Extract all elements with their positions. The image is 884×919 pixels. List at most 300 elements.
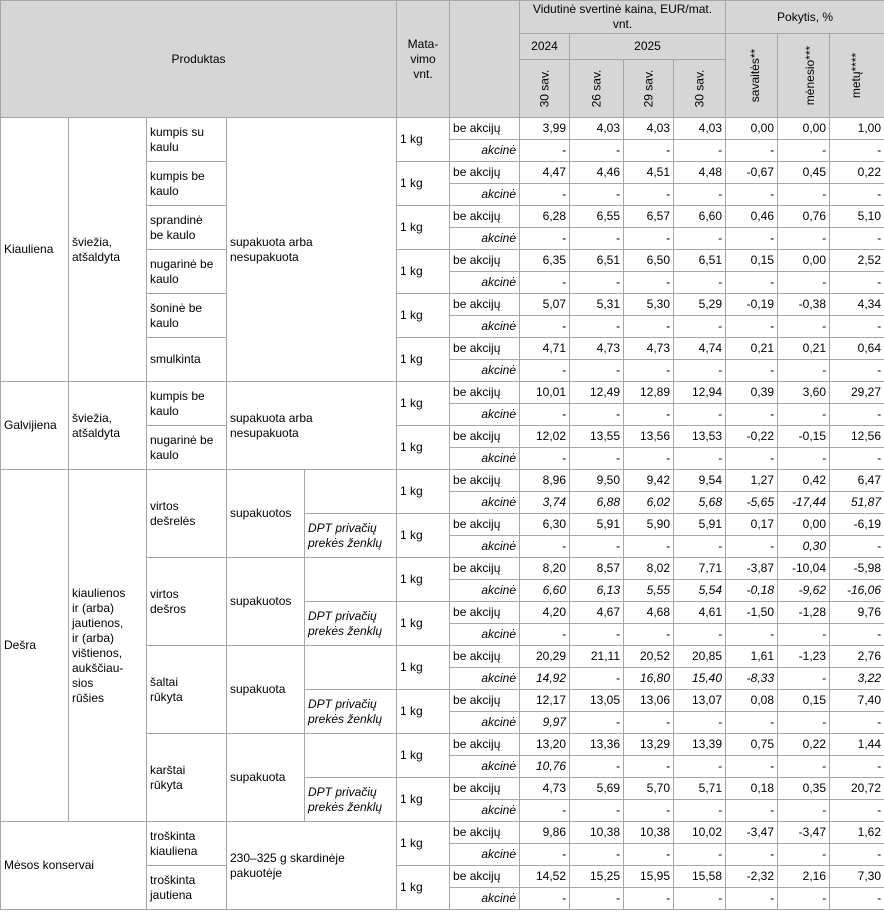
product-name: virtos dešrelės (147, 470, 227, 558)
header-savaites: savaitės** (726, 34, 778, 118)
price-value: 5,91 (570, 514, 624, 536)
header-matavimo-vnt: Mata- vimo vnt. (397, 1, 450, 118)
price-value: 14,52 (520, 866, 570, 888)
unit-cell: 1 kg (397, 514, 450, 558)
product-name: šoninė be kaulo (147, 294, 227, 338)
price-value: 5,31 (570, 294, 624, 316)
price-value: 5,71 (674, 778, 726, 800)
price-type-be-akciju: be akcijų (450, 426, 520, 448)
price-value: 13,56 (624, 426, 674, 448)
unit-cell: 1 kg (397, 690, 450, 734)
price-value: - (674, 316, 726, 338)
price-value: 6,88 (570, 492, 624, 514)
price-type-akcine: akcinė (450, 316, 520, 338)
header-week-2025-29: 29 sav. (624, 60, 674, 118)
change-value: -0,38 (778, 294, 830, 316)
price-type-akcine: akcinė (450, 448, 520, 470)
price-value: - (570, 140, 624, 162)
price-value: - (674, 800, 726, 822)
unit-cell: 1 kg (397, 558, 450, 602)
price-value: 8,20 (520, 558, 570, 580)
price-value: - (570, 360, 624, 382)
price-value: 4,03 (624, 118, 674, 140)
price-value: 4,61 (674, 602, 726, 624)
change-value: - (778, 316, 830, 338)
price-value: - (520, 536, 570, 558)
price-value: - (624, 800, 674, 822)
price-value: 6,60 (520, 580, 570, 602)
price-value: 5,29 (674, 294, 726, 316)
price-value: 4,68 (624, 602, 674, 624)
price-value: - (520, 360, 570, 382)
change-value: - (778, 448, 830, 470)
change-value: -3,47 (726, 822, 778, 844)
price-type-akcine: akcinė (450, 272, 520, 294)
change-value: 0,00 (778, 250, 830, 272)
price-value: - (624, 272, 674, 294)
price-type-akcine: akcinė (450, 888, 520, 910)
price-value: 12,17 (520, 690, 570, 712)
price-value: 12,02 (520, 426, 570, 448)
price-value: 5,68 (674, 492, 726, 514)
price-value: 4,03 (570, 118, 624, 140)
price-value: 6,55 (570, 206, 624, 228)
pack-label: supakuota arba nesupakuota (227, 118, 397, 382)
price-value: - (674, 184, 726, 206)
change-value: - (726, 888, 778, 910)
change-value: 0,08 (726, 690, 778, 712)
change-value: - (778, 712, 830, 734)
price-value: 10,38 (624, 822, 674, 844)
price-value: 3,74 (520, 492, 570, 514)
price-value: - (674, 448, 726, 470)
change-value: -9,62 (778, 580, 830, 602)
price-value: 6,28 (520, 206, 570, 228)
change-value: - (726, 316, 778, 338)
price-value: - (624, 712, 674, 734)
price-value: 15,25 (570, 866, 624, 888)
price-value: - (570, 272, 624, 294)
change-value: 0,22 (778, 734, 830, 756)
price-value: - (674, 844, 726, 866)
pack-label: supakuota (227, 734, 305, 822)
change-value: -0,19 (726, 294, 778, 316)
price-value: - (520, 316, 570, 338)
price-value: - (570, 888, 624, 910)
change-value: -8,33 (726, 668, 778, 690)
pack-label: 230–325 g skardinėje pakuotėje (227, 822, 397, 910)
price-value: - (520, 228, 570, 250)
change-value: 0,75 (726, 734, 778, 756)
change-value: - (830, 844, 884, 866)
change-value: 0,45 (778, 162, 830, 184)
change-value: 3,22 (830, 668, 884, 690)
product-name: troškinta jautiena (147, 866, 227, 910)
change-value: 0,39 (726, 382, 778, 404)
change-value: 1,44 (830, 734, 884, 756)
unit-cell: 1 kg (397, 470, 450, 514)
change-value: 1,62 (830, 822, 884, 844)
price-value: 15,58 (674, 866, 726, 888)
change-value: - (726, 844, 778, 866)
change-value: 0,30 (778, 536, 830, 558)
group-desra: Dešra (1, 470, 69, 822)
header-week-2025-30: 30 sav. (674, 60, 726, 118)
price-value: 13,36 (570, 734, 624, 756)
price-value: - (624, 844, 674, 866)
change-value: - (830, 888, 884, 910)
price-value: 5,91 (674, 514, 726, 536)
product-name: šaltai rūkyta (147, 646, 227, 734)
product-name: sprandinė be kaulo (147, 206, 227, 250)
sub-sviezia: šviežia, atšaldyta (69, 382, 147, 470)
change-value: 0,46 (726, 206, 778, 228)
change-value: 29,27 (830, 382, 884, 404)
price-value: 12,49 (570, 382, 624, 404)
dpt-empty (305, 734, 397, 778)
table-row (1, 822, 884, 844)
change-value: - (726, 712, 778, 734)
unit-cell: 1 kg (397, 294, 450, 338)
unit-cell: 1 kg (397, 338, 450, 382)
change-value: - (778, 184, 830, 206)
price-value: 13,53 (674, 426, 726, 448)
change-value: 2,52 (830, 250, 884, 272)
product-name: nugarinė be kaulo (147, 426, 227, 470)
price-type-akcine: akcinė (450, 668, 520, 690)
price-value: - (520, 888, 570, 910)
price-value: - (674, 140, 726, 162)
price-value: 7,71 (674, 558, 726, 580)
change-value: - (830, 404, 884, 426)
price-value: - (520, 140, 570, 162)
price-value: 15,40 (674, 668, 726, 690)
price-type-be-akciju: be akcijų (450, 646, 520, 668)
table-row (1, 470, 884, 492)
price-value: 8,57 (570, 558, 624, 580)
header-week-2024-30: 30 sav. (520, 60, 570, 118)
price-value: - (570, 228, 624, 250)
price-value: 5,30 (624, 294, 674, 316)
change-value: - (830, 140, 884, 162)
dpt-empty (305, 646, 397, 690)
price-type-akcine: akcinė (450, 184, 520, 206)
price-value: 6,35 (520, 250, 570, 272)
dpt-empty (305, 470, 397, 514)
price-value: - (570, 184, 624, 206)
unit-cell: 1 kg (397, 118, 450, 162)
unit-cell: 1 kg (397, 250, 450, 294)
price-value: 4,74 (674, 338, 726, 360)
price-value: - (520, 844, 570, 866)
price-type-be-akciju: be akcijų (450, 734, 520, 756)
price-value: 20,85 (674, 646, 726, 668)
price-value: 8,02 (624, 558, 674, 580)
price-type-be-akciju: be akcijų (450, 294, 520, 316)
price-value: 10,01 (520, 382, 570, 404)
price-value: 13,29 (624, 734, 674, 756)
price-type-be-akciju: be akcijų (450, 822, 520, 844)
change-value: 0,18 (726, 778, 778, 800)
change-value: -0,67 (726, 162, 778, 184)
price-value: 9,50 (570, 470, 624, 492)
pack-label: supakuotos (227, 558, 305, 646)
change-value: - (726, 448, 778, 470)
price-value: - (624, 536, 674, 558)
change-value: -1,28 (778, 602, 830, 624)
price-value: 5,55 (624, 580, 674, 602)
price-value: 5,70 (624, 778, 674, 800)
change-value: - (830, 756, 884, 778)
change-value: -16,06 (830, 580, 884, 602)
price-value: 4,51 (624, 162, 674, 184)
change-value: - (726, 360, 778, 382)
change-value: -10,04 (778, 558, 830, 580)
header-menesio: mėnesio*** (778, 34, 830, 118)
price-value: - (674, 404, 726, 426)
price-type-akcine: akcinė (450, 712, 520, 734)
price-value: 12,89 (624, 382, 674, 404)
change-value: -5,98 (830, 558, 884, 580)
price-value: 13,39 (674, 734, 726, 756)
price-value: 21,11 (570, 646, 624, 668)
header-week-2025-26: 26 sav. (570, 60, 624, 118)
price-type-akcine: akcinė (450, 580, 520, 602)
change-value: - (778, 756, 830, 778)
change-value: - (778, 140, 830, 162)
price-value: - (674, 272, 726, 294)
table-row (1, 118, 884, 140)
change-value: - (726, 756, 778, 778)
price-value: 4,71 (520, 338, 570, 360)
price-value: 13,55 (570, 426, 624, 448)
change-value: - (830, 800, 884, 822)
price-value: - (674, 888, 726, 910)
price-value: 5,69 (570, 778, 624, 800)
change-value: - (726, 228, 778, 250)
change-value: 0,42 (778, 470, 830, 492)
change-value: 0,00 (778, 514, 830, 536)
price-type-be-akciju: be akcijų (450, 470, 520, 492)
change-value: 20,72 (830, 778, 884, 800)
price-value: 4,47 (520, 162, 570, 184)
price-type-be-akciju: be akcijų (450, 162, 520, 184)
unit-cell: 1 kg (397, 602, 450, 646)
product-name: smulkinta (147, 338, 227, 382)
price-value: 6,60 (674, 206, 726, 228)
change-value: - (830, 316, 884, 338)
price-type-akcine: akcinė (450, 844, 520, 866)
price-value: - (570, 668, 624, 690)
price-value: - (570, 316, 624, 338)
price-value: - (624, 316, 674, 338)
change-value: - (726, 184, 778, 206)
change-value: 0,00 (726, 118, 778, 140)
price-value: 6,51 (570, 250, 624, 272)
change-value: 1,00 (830, 118, 884, 140)
price-value: 13,07 (674, 690, 726, 712)
change-value: 0,15 (778, 690, 830, 712)
price-value: 13,20 (520, 734, 570, 756)
change-value: -3,87 (726, 558, 778, 580)
price-value: - (570, 624, 624, 646)
price-value: - (570, 756, 624, 778)
unit-cell: 1 kg (397, 646, 450, 690)
price-value: - (624, 624, 674, 646)
change-value: 7,30 (830, 866, 884, 888)
header-pokytis: Pokytis, % (726, 1, 884, 34)
change-value: 0,21 (778, 338, 830, 360)
price-value: 4,48 (674, 162, 726, 184)
price-type-akcine: akcinė (450, 492, 520, 514)
change-value: - (830, 360, 884, 382)
price-type-akcine: akcinė (450, 360, 520, 382)
unit-cell: 1 kg (397, 778, 450, 822)
price-value: 4,73 (570, 338, 624, 360)
change-value: - (778, 800, 830, 822)
change-value: - (830, 448, 884, 470)
group-konservai: Mėsos konservai (1, 822, 147, 910)
price-type-be-akciju: be akcijų (450, 558, 520, 580)
change-value: - (726, 140, 778, 162)
change-value: 0,00 (778, 118, 830, 140)
price-type-be-akciju: be akcijų (450, 778, 520, 800)
price-value: - (520, 800, 570, 822)
change-value: -1,23 (778, 646, 830, 668)
price-type-akcine: akcinė (450, 756, 520, 778)
change-value: 7,40 (830, 690, 884, 712)
price-value: - (520, 448, 570, 470)
product-name: kumpis be kaulo (147, 162, 227, 206)
change-value: 9,76 (830, 602, 884, 624)
price-value: 3,99 (520, 118, 570, 140)
price-value: 4,03 (674, 118, 726, 140)
product-name: nugarinė be kaulo (147, 250, 227, 294)
change-value: -2,32 (726, 866, 778, 888)
price-type-be-akciju: be akcijų (450, 690, 520, 712)
change-value: 0,17 (726, 514, 778, 536)
change-value: -3,47 (778, 822, 830, 844)
price-value: - (520, 272, 570, 294)
price-value: 8,96 (520, 470, 570, 492)
dpt-label: DPT privačių prekės ženklų (305, 690, 397, 734)
change-value: 2,76 (830, 646, 884, 668)
price-value: - (624, 756, 674, 778)
change-value: 2,16 (778, 866, 830, 888)
price-value: - (570, 448, 624, 470)
unit-cell: 1 kg (397, 426, 450, 470)
price-value: 13,05 (570, 690, 624, 712)
change-value: 0,76 (778, 206, 830, 228)
change-value: - (726, 624, 778, 646)
price-value: - (570, 800, 624, 822)
unit-cell: 1 kg (397, 162, 450, 206)
price-value: - (674, 228, 726, 250)
change-value: 1,61 (726, 646, 778, 668)
price-value: 6,30 (520, 514, 570, 536)
price-value: 6,02 (624, 492, 674, 514)
price-value: 9,54 (674, 470, 726, 492)
change-value: 0,64 (830, 338, 884, 360)
price-type-be-akciju: be akcijų (450, 514, 520, 536)
price-value: 6,51 (674, 250, 726, 272)
change-value: - (726, 272, 778, 294)
pack-label: supakuotos (227, 470, 305, 558)
price-value: 4,73 (520, 778, 570, 800)
price-type-be-akciju: be akcijų (450, 118, 520, 140)
change-value: 6,47 (830, 470, 884, 492)
price-value: 9,97 (520, 712, 570, 734)
price-type-be-akciju: be akcijų (450, 866, 520, 888)
price-value: 20,52 (624, 646, 674, 668)
price-value: 20,29 (520, 646, 570, 668)
price-type-be-akciju: be akcijų (450, 338, 520, 360)
change-value: - (778, 624, 830, 646)
change-value: - (778, 888, 830, 910)
unit-cell: 1 kg (397, 866, 450, 910)
unit-cell: 1 kg (397, 734, 450, 778)
change-value: - (830, 712, 884, 734)
sub-sviezia: šviežia, atšaldyta (69, 118, 147, 382)
price-type-akcine: akcinė (450, 140, 520, 162)
change-value: 0,22 (830, 162, 884, 184)
sub-desra-type: kiaulienos ir (arba) jautienos, ir (arba) vištienos, aukščiau- sios rūšies (69, 470, 147, 822)
price-value: 9,86 (520, 822, 570, 844)
price-value: - (520, 624, 570, 646)
price-type-be-akciju: be akcijų (450, 382, 520, 404)
price-value: - (520, 404, 570, 426)
change-value: -6,19 (830, 514, 884, 536)
table-row (1, 382, 884, 404)
product-name: virtos dešros (147, 558, 227, 646)
price-type-akcine: akcinė (450, 800, 520, 822)
price-type-akcine: akcinė (450, 404, 520, 426)
price-value: 5,54 (674, 580, 726, 602)
price-value: 9,42 (624, 470, 674, 492)
header-produktas: Produktas (1, 1, 397, 118)
change-value: 12,56 (830, 426, 884, 448)
change-value: 0,15 (726, 250, 778, 272)
change-value: - (830, 536, 884, 558)
change-value: 0,21 (726, 338, 778, 360)
price-value: - (674, 624, 726, 646)
change-value: - (778, 228, 830, 250)
change-value: - (830, 184, 884, 206)
header-metu: metų**** (830, 34, 884, 118)
price-value: 14,92 (520, 668, 570, 690)
price-value: 13,06 (624, 690, 674, 712)
unit-cell: 1 kg (397, 382, 450, 426)
price-type-be-akciju: be akcijų (450, 206, 520, 228)
price-value: 6,13 (570, 580, 624, 602)
dpt-empty (305, 558, 397, 602)
price-value: - (570, 404, 624, 426)
price-value: - (570, 712, 624, 734)
group-galvijiena: Galvijiena (1, 382, 69, 470)
price-value: 4,67 (570, 602, 624, 624)
change-value: - (778, 360, 830, 382)
price-value: - (674, 712, 726, 734)
pack-label: supakuota arba nesupakuota (227, 382, 397, 470)
change-value: - (778, 404, 830, 426)
price-value: 10,38 (570, 822, 624, 844)
change-value: - (778, 272, 830, 294)
header-year-2024: 2024 (520, 34, 570, 60)
price-value: 6,50 (624, 250, 674, 272)
change-value: -5,65 (726, 492, 778, 514)
price-value: - (674, 756, 726, 778)
change-value: -0,22 (726, 426, 778, 448)
